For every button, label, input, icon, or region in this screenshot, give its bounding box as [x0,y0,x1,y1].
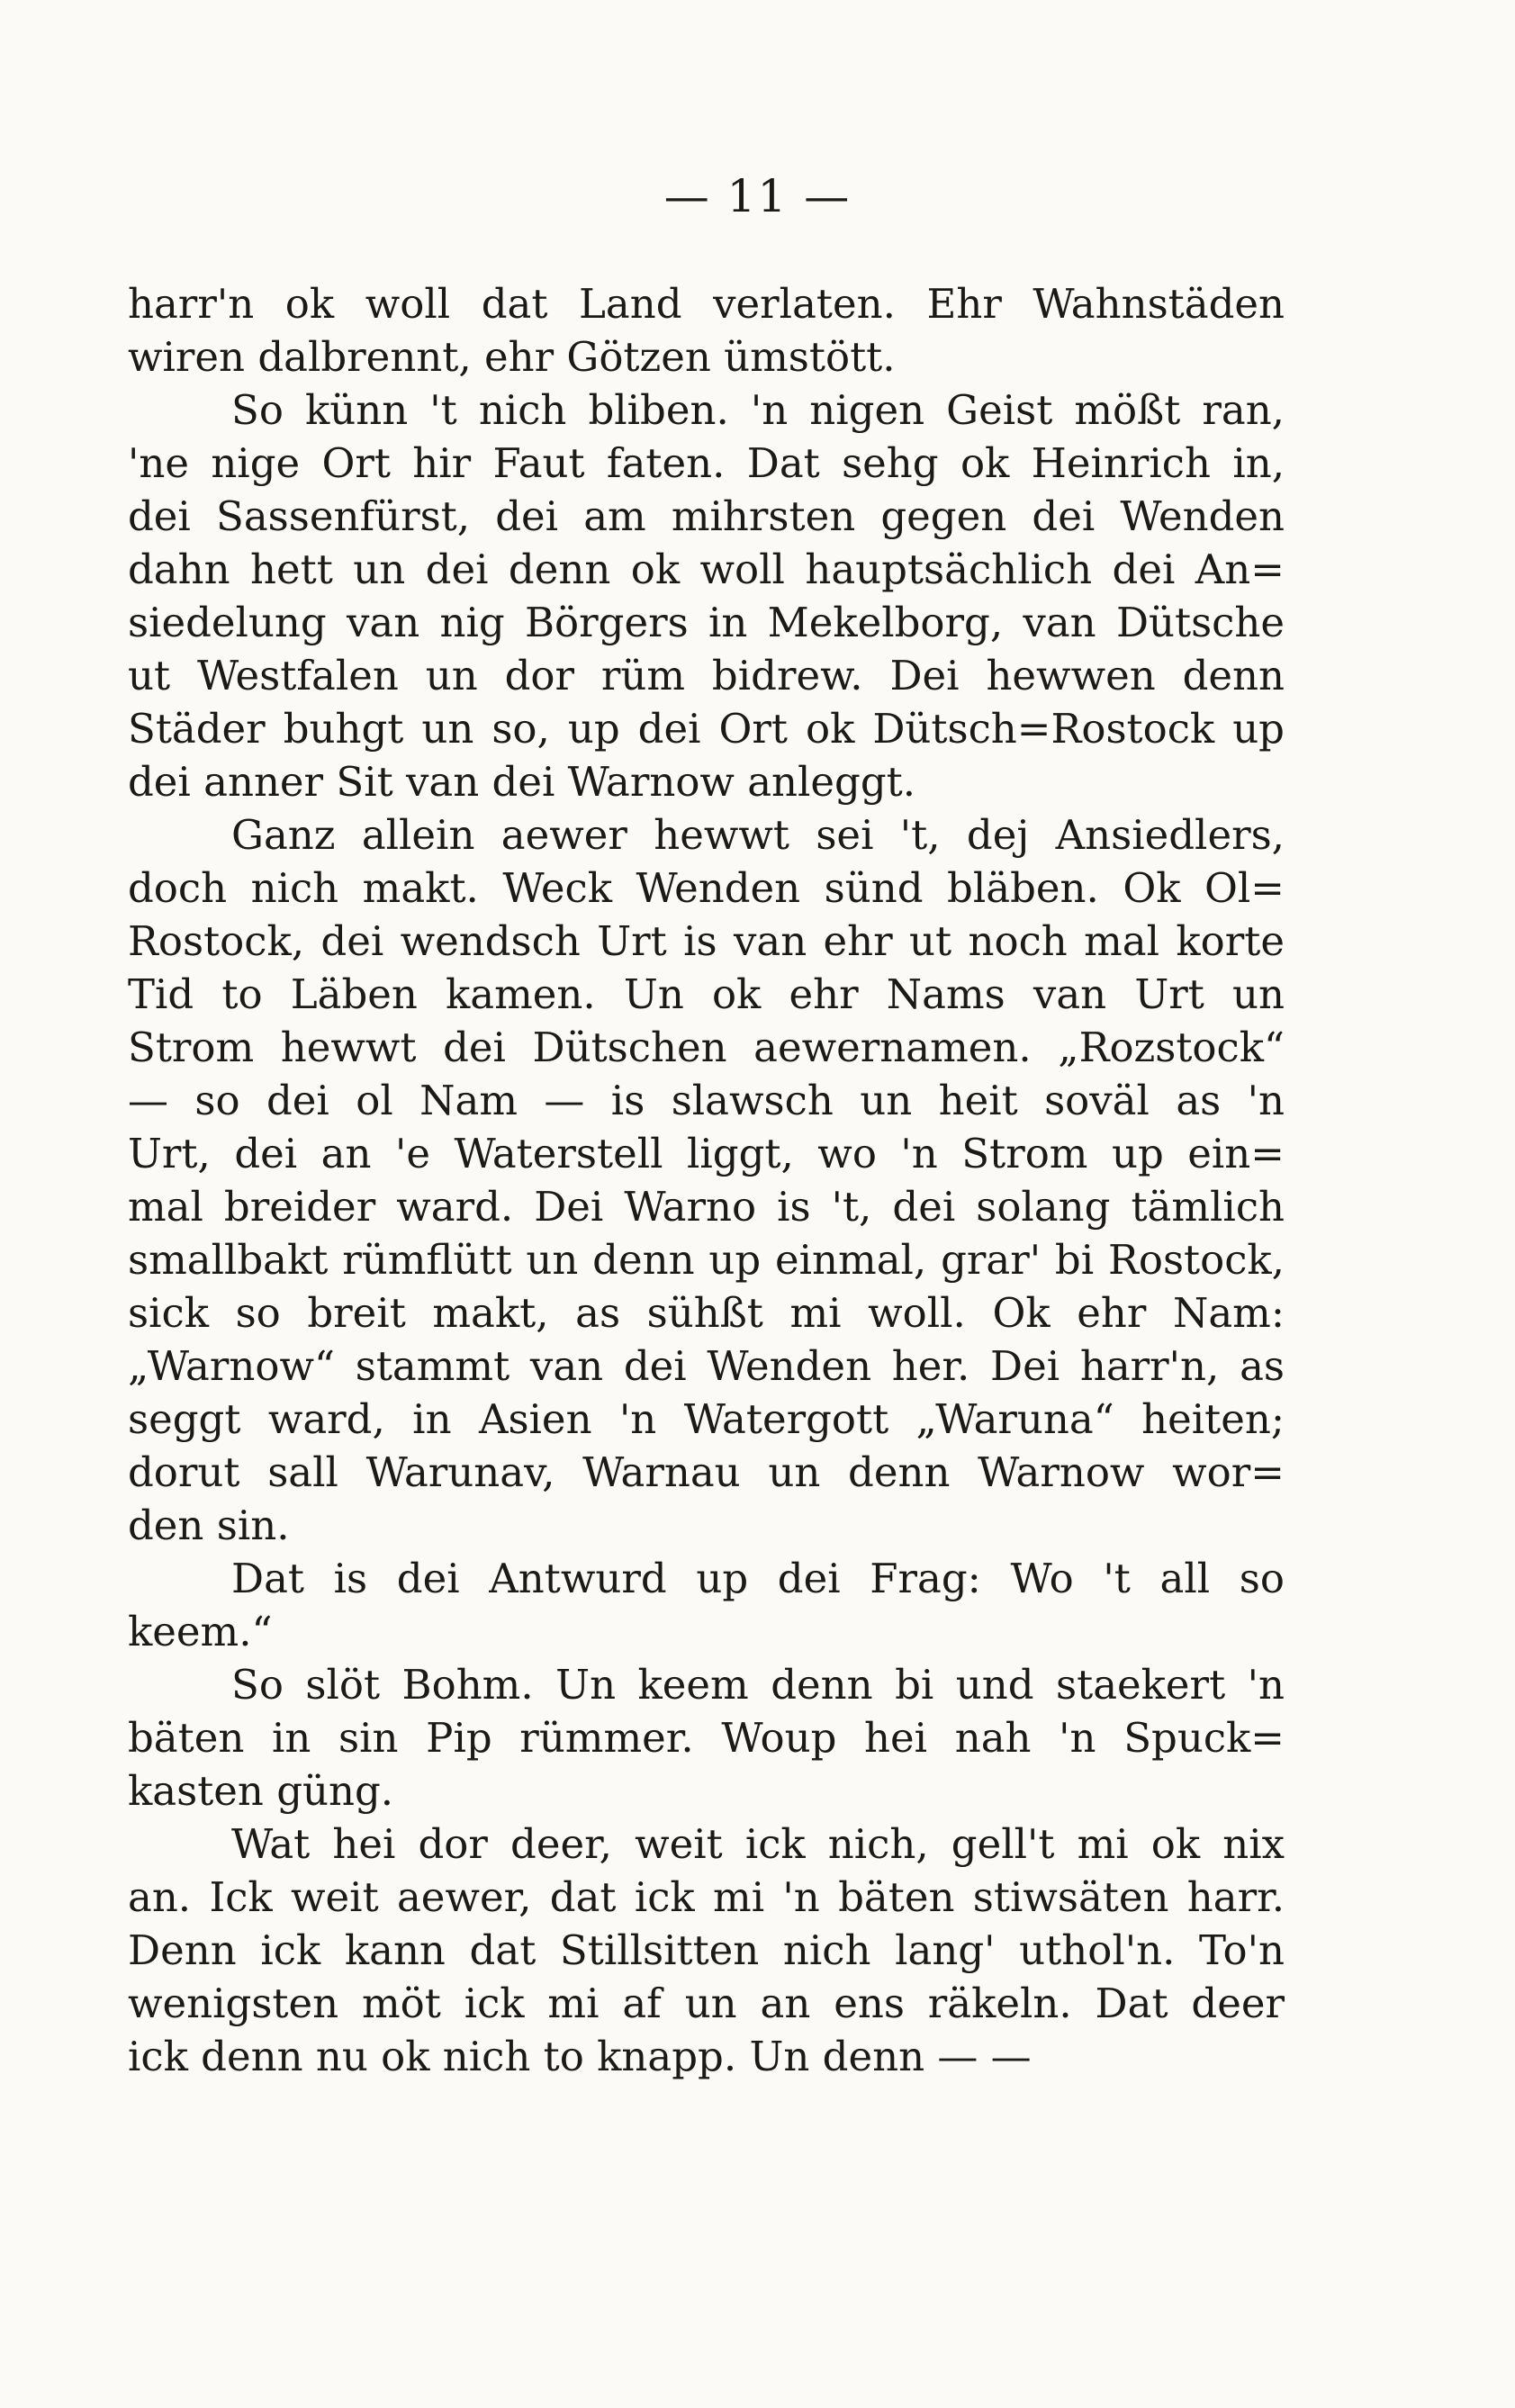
paragraph [128,383,1285,808]
text-line: sick so breit makt, as sühßt mi woll. Ok ehr Nam: [128,1289,1285,1337]
text-line: wiren dalbrennt, ehr Götzen ümstött. [128,333,896,381]
text-line: Ganz allein aewer hewwt sei 't, dej Ansiedlers, [231,811,1285,859]
text-line: siedelung van nig Börgers in Mekelborg, van Dütsche [128,599,1285,646]
text-line: ut Westfalen un dor rüm bidrew. Dei hewwen denn [128,652,1285,699]
text-line: mal breider ward. Dei Warno is 't, dei solang tämlich [128,1183,1285,1231]
text-line: Dat is dei Antwurd up dei Frag: Wo 't all so [231,1555,1285,1602]
page-number: — 11 — [663,170,852,222]
text-line: kasten güng. [128,1767,394,1815]
text-line: So künn 't nich bliben. 'n nigen Geist mößt ran, [231,386,1285,434]
text-line: Strom hewwt dei Dütschen aewernamen. „Rozstock“ [128,1024,1285,1071]
text-line: den sin. [128,1502,290,1549]
text-line: bäten in sin Pip rümmer. Woup hei nah 'n Spuck= [128,1714,1285,1762]
text-line: 'ne nige Ort hir Faut faten. Dat sehg ok Heinrich in, [128,439,1285,487]
text-line: Denn ick kann dat Stillsitten nich lang' uthol'n. To'n [128,1926,1285,1974]
text-line: So slöt Bohm. Un keem denn bi und staekert 'n [231,1661,1285,1709]
paragraph [128,277,1285,383]
body-text [128,277,1285,2083]
text-line: Wat hei dor deer, weit ick nich, gell't mi ok nix [231,1820,1285,1868]
paragraph [128,808,1285,1552]
text-line: harr'n ok woll dat Land verlaten. Ehr Wahnstäden [128,280,1285,328]
text-line: keem.“ [128,1608,273,1655]
text-line: dahn hett un dei denn ok woll hauptsächlich dei An= [128,546,1285,593]
text-line: „Warnow“ stammt van dei Wenden her. Dei harr'n, as [128,1342,1285,1390]
text-line: seggt ward, in Asien 'n Watergott „Waruna“ heiten; [128,1395,1285,1443]
text-line: dorut sall Warunav, Warnau un denn Warnow wor= [128,1448,1285,1496]
text-line: Urt, dei an 'e Waterstell liggt, wo 'n Strom up ein= [128,1130,1285,1177]
text-line: an. Ick weit aewer, dat ick mi 'n bäten stiwsäten harr. [128,1873,1285,1921]
text-line: wenigsten möt ick mi af un an ens räkeln. Dat deer [128,1980,1285,2027]
paragraph [128,1658,1285,1817]
text-line: Städer buhgt un so, up dei Ort ok Dütsch=Rostock up [128,705,1285,753]
text-line: Tid to Läben kamen. Un ok ehr Nams van Urt un [128,970,1285,1018]
paragraph [128,1817,1285,2083]
text-line: Rostock, dei wendsch Urt is van ehr ut noch mal korte [128,917,1285,965]
text-line: doch nich makt. Weck Wenden sünd bläben. Ok Ol= [128,864,1285,912]
text-line: — so dei ol Nam — is slawsch un heit soväl as 'n [128,1077,1285,1124]
text-line: dei anner Sit van dei Warnow anleggt. [128,758,916,806]
text-line: dei Sassenfürst, dei am mihrsten gegen dei Wenden [128,492,1285,540]
paragraph [128,1552,1285,1658]
text-line: smallbakt rümflütt un denn up einmal, grar' bi Rostock, [128,1236,1285,1284]
text-line: ick denn nu ok nich to knapp. Un denn — — [128,2033,1032,2080]
